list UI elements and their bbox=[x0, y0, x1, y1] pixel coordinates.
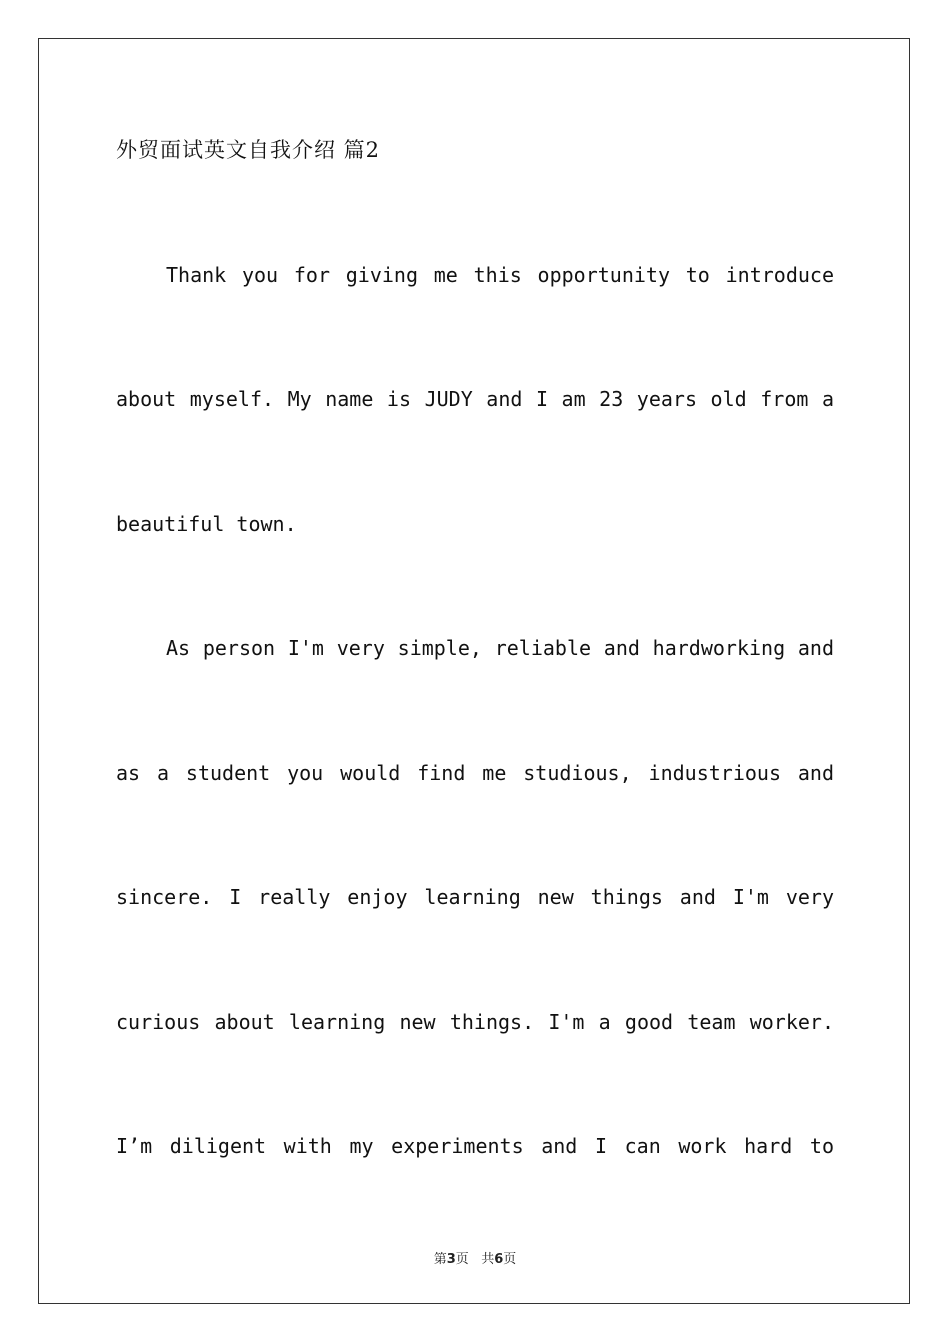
document-heading: 外贸面试英文自我介绍 篇2 bbox=[116, 138, 381, 162]
text-line-4: As person I'm very simple, reliable and hardworking and bbox=[166, 636, 834, 660]
total-pages: 6 bbox=[494, 1252, 504, 1267]
text-line-2: about myself. My name is JUDY and I am 23 years old from a bbox=[116, 387, 834, 411]
text-line-6: sincere. I really enjoy learning new things and I'm very bbox=[116, 885, 834, 909]
text-line-5: as a student you would find me studious, industrious and bbox=[116, 761, 834, 785]
total-suffix: 页 bbox=[503, 1252, 517, 1267]
total-prefix: 共 bbox=[481, 1252, 495, 1267]
page-footer bbox=[0, 1248, 950, 1267]
page-number: 3 bbox=[446, 1252, 456, 1267]
page-frame bbox=[38, 38, 910, 1304]
text-line-7: curious about learning new things. I'm a good team worker. bbox=[116, 1010, 834, 1034]
text-line-1: Thank you for giving me this opportunity to introduce bbox=[166, 263, 834, 287]
text-line-3: beautiful town. bbox=[116, 512, 297, 536]
page-prefix: 第 bbox=[433, 1252, 447, 1267]
page-suffix: 页 bbox=[455, 1252, 469, 1267]
text-line-8: I’m diligent with my experiments and I can work hard to bbox=[116, 1134, 834, 1158]
